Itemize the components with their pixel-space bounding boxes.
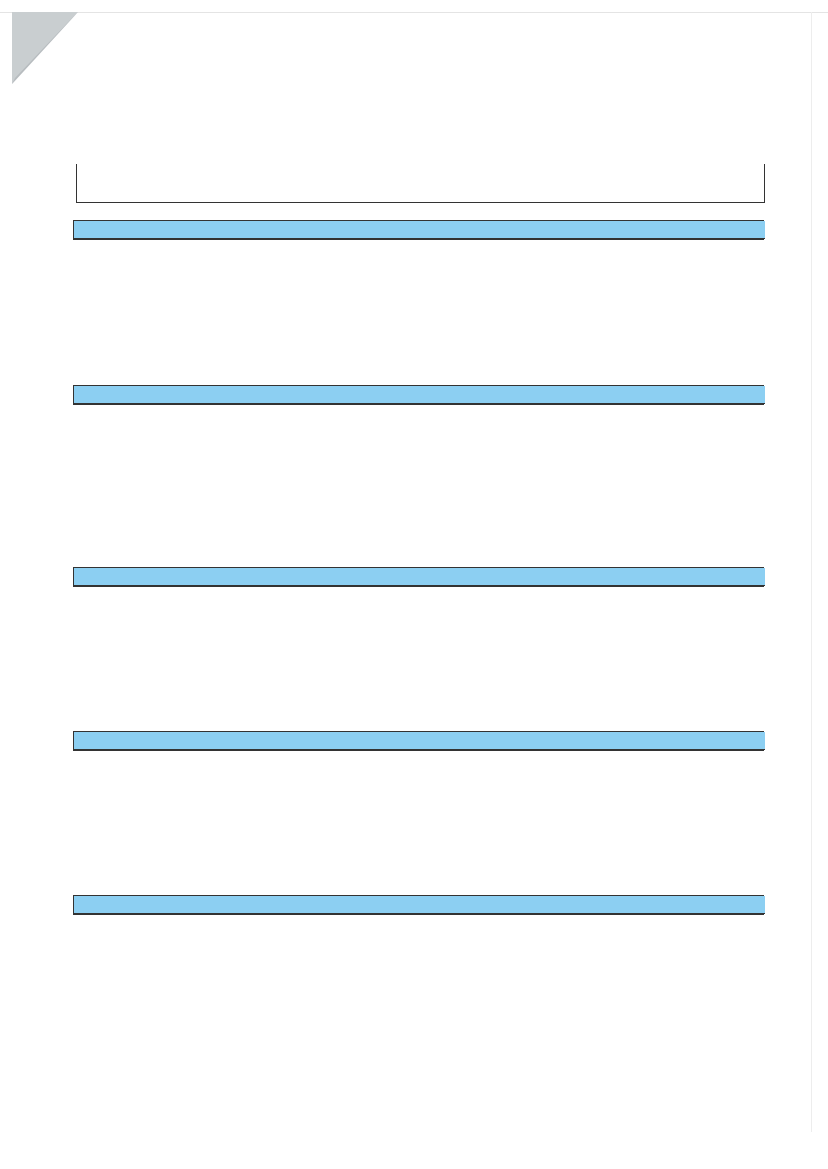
page-right-edge <box>811 12 812 1132</box>
table-header-row <box>74 896 765 913</box>
gribskov-table-block <box>73 385 764 405</box>
header-2018 <box>564 732 673 749</box>
barcode-stamp <box>638 1098 752 1121</box>
gribskov-table <box>74 386 765 404</box>
header-kommune <box>74 732 196 749</box>
header-2019 <box>673 732 765 749</box>
greve-table <box>74 221 765 239</box>
header-2017 <box>468 732 564 749</box>
header-2017 <box>468 221 564 238</box>
header-aarsagsgruppe <box>196 896 468 913</box>
table-header-row <box>74 568 765 585</box>
glostrup-table-continuation <box>76 164 765 203</box>
header-2019 <box>673 568 765 585</box>
header-2017 <box>468 896 564 913</box>
header-2018 <box>564 896 673 913</box>
greve-table-block <box>73 220 764 240</box>
header-aarsagsgruppe <box>196 568 468 585</box>
header-kommune <box>74 896 196 913</box>
header-aarsagsgruppe <box>196 221 468 238</box>
header-aarsagsgruppe <box>196 732 468 749</box>
header-2019 <box>673 896 765 913</box>
header-2018 <box>564 221 673 238</box>
page-top-edge <box>0 12 828 13</box>
header-2019 <box>673 386 765 403</box>
table-header-row <box>74 221 765 238</box>
header-2018 <box>564 386 673 403</box>
haderslev-table <box>74 732 765 750</box>
table-header-row <box>74 732 765 749</box>
header-2017 <box>468 386 564 403</box>
header-aarsagsgruppe <box>196 386 468 403</box>
header-kommune <box>74 386 196 403</box>
table-header-row <box>74 386 765 403</box>
guldborgsund-table <box>74 568 765 586</box>
header-2017 <box>468 568 564 585</box>
guldborgsund-table-block <box>73 567 764 587</box>
header-2019 <box>673 221 765 238</box>
haderslev-table-block <box>73 731 764 751</box>
folded-corner-icon <box>12 12 78 84</box>
header-2018 <box>564 568 673 585</box>
header-kommune <box>74 221 196 238</box>
halsnaes-table-block <box>73 895 764 915</box>
halsnaes-table <box>74 896 765 914</box>
header-kommune <box>74 568 196 585</box>
